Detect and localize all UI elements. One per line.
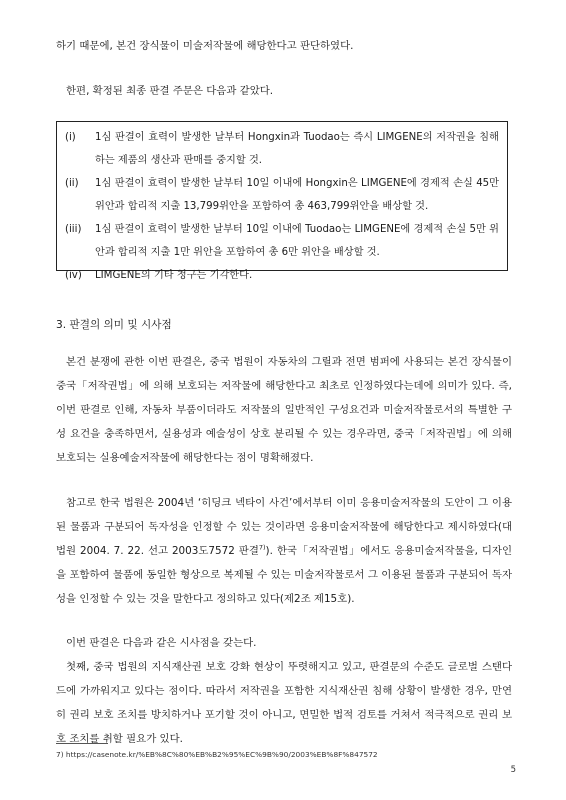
footnote-divider xyxy=(56,743,108,744)
section-heading: 3. 판결의 의미 및 시사점 xyxy=(56,319,172,331)
footnote-reference[interactable]: 7) xyxy=(258,543,266,552)
ruling-text: 1심 판결이 효력이 발생한 날부터 10일 이내에 Tuodao는 LIMGENE에 경제적 손실 5만 위안과 합리적 지출 1만 위안을 포함하여 총 6만 위안을 배상할 것. xyxy=(95,224,499,258)
ruling-item xyxy=(65,126,499,172)
ruling-item xyxy=(65,264,499,287)
ruling-marker: (i) xyxy=(65,132,76,143)
page-number: 5 xyxy=(510,765,516,775)
paragraph-korea-main: 참고로 한국 법원은 2004년 ‘히딩크 넥타이 사건’에서부터 이미 응용미술저작물의 도안이 그 이용된 물품과 구분되어 독자성을 인정할 수 있는 것이라면 응용미술저작물에 해당한다고 제시하였다(대법원 2004. 7. 22. 선고 2003도7572 판결 xyxy=(56,497,512,557)
ruling-marker: (iv) xyxy=(65,270,82,281)
paragraph-implication-first: 첫째, 중국 법원의 지식재산권 보호 강화 현상이 뚜렷해지고 있고, 판결문의 수준도 글로벌 스탠다드에 가까워지고 있다는 점이다. 따라서 저작권을 포함한 지식재산권 침해 상황이 발생한 경우, 만연히 권리 보호 조치를 방치하거나 포기할 것이 아니고, 면밀한 법적 검토를 거쳐서 적극적으로 권리 보호 조치를 취할 필요가 있다. xyxy=(56,661,512,745)
paragraph-intro: 한편, 확정된 최종 판결 주문은 다음과 같았다. xyxy=(66,85,274,97)
ruling-item xyxy=(65,218,499,264)
paragraph-korea-tail: ). 한국「저작권법」에서도 응용미술저작물을, 디자인을 포함하여 물품에 동일한 형상으로 복제될 수 있는 미술저작물로서 그 이용된 물품과 구분되어 독자성을 인정할 수 있는 것을 말한다고 정의하고 있다(제2조 제15호). xyxy=(56,545,512,605)
ruling-text: 1심 판결이 효력이 발생한 날부터 Hongxin과 Tuodao는 즉시 LIMGENE의 저작권을 침해하는 제품의 생산과 판매를 중지할 것. xyxy=(95,132,499,166)
ruling-marker: (iii) xyxy=(65,224,82,235)
footnote-text[interactable]: 7) https://casenote.kr/%EB%8C%80%EB%B2%95%EC%9B%90/2003%EB%8F%847572 xyxy=(56,750,378,759)
paragraph-korea xyxy=(56,491,512,611)
paragraph-implication-intro: 이번 판결은 다음과 같은 시사점을 갖는다. xyxy=(66,637,257,649)
ruling-text: 1심 판결이 효력이 발생한 날부터 10일 이내에 Hongxin은 LIMGENE에 경제적 손실 45만 위안과 합리적 지출 13,799위안을 포함하여 총 463,799위안을 배상할 것. xyxy=(95,178,499,212)
ruling-box xyxy=(56,121,508,281)
ruling-text: LIMGENE의 기타 청구는 기각한다. xyxy=(95,270,253,281)
paragraph-meaning: 본건 분쟁에 관한 이번 판결은, 중국 법원이 자동차의 그릴과 전면 범퍼에 사용되는 본건 장식물이 중국「저작권법」에 의해 보호되는 저작물에 해당한다고 최초로 인정하였다는데에 의미가 있다. 즉, 이번 판결로 인해, 자동차 부품이더라도 저작물의 일반적인 구성요건과 미술저작물로서의 특별한 구성 요건을 충족하면서, 실용성과 예술성이 상호 분리될 수 있는 경우라면, 중국「저작권법」에 의해 보호되는 실용예술저작물에 해당한다는 점이 명확해졌다. xyxy=(56,356,512,464)
ruling-marker: (ii) xyxy=(65,178,79,189)
ruling-item xyxy=(65,172,499,218)
paragraph-top: 하기 때문에, 본건 장식물이 미술저작물에 해당한다고 판단하였다. xyxy=(56,40,354,52)
